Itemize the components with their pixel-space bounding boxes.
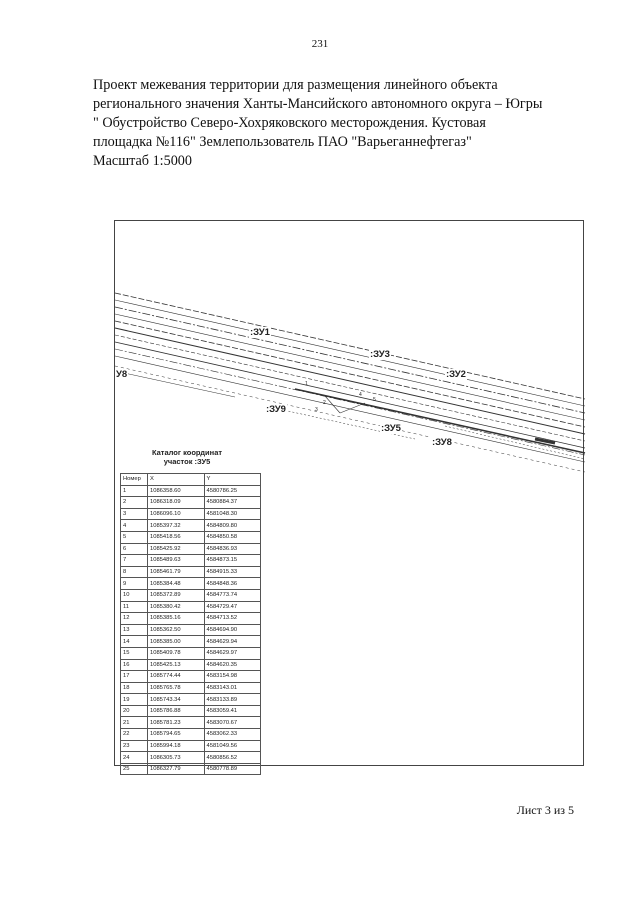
- point-number-cell: 6: [121, 543, 148, 555]
- point-number-cell: 20: [121, 705, 148, 717]
- point-number-cell: 15: [121, 647, 148, 659]
- catalog-title-line: Каталог координат: [151, 448, 223, 457]
- point-number-cell: 11: [121, 601, 148, 613]
- x-coordinate-cell: 1086358.60: [148, 485, 205, 497]
- table-row: [121, 624, 261, 636]
- table-row: [121, 613, 261, 625]
- column-header-y: Y: [204, 474, 261, 486]
- point-number-cell: 4: [121, 520, 148, 532]
- y-coordinate-cell: 4583059.41: [204, 705, 261, 717]
- x-coordinate-cell: 1086318.09: [148, 497, 205, 509]
- sheet-number: Лист 3 из 5: [516, 803, 574, 817]
- table-row: [121, 659, 261, 671]
- y-coordinate-cell: 4580856.52: [204, 752, 261, 764]
- parcel-label-zu5: :ЗУ5: [381, 423, 401, 434]
- point-number: 5: [373, 397, 376, 403]
- x-coordinate-cell: 1085765.78: [148, 682, 205, 694]
- x-coordinate-cell: 1085774.44: [148, 671, 205, 683]
- table-row: [121, 694, 261, 706]
- y-coordinate-cell: 4584629.94: [204, 636, 261, 648]
- x-coordinate-cell: 1085385.00: [148, 636, 205, 648]
- point-number-cell: 18: [121, 682, 148, 694]
- x-coordinate-cell: 1085384.48: [148, 578, 205, 590]
- parcel-label-zu8-edge: У8: [116, 369, 128, 380]
- y-coordinate-cell: 4584620.35: [204, 659, 261, 671]
- document-title: [93, 76, 563, 171]
- point-number-cell: 2: [121, 497, 148, 509]
- x-coordinate-cell: 1085425.92: [148, 543, 205, 555]
- x-coordinate-cell: 1085380.42: [148, 601, 205, 613]
- x-coordinate-cell: 1085794.65: [148, 729, 205, 741]
- title-line: регионального значения Ханты-Мансийского автономного округа – Югры: [93, 96, 543, 112]
- point-number-cell: 16: [121, 659, 148, 671]
- point-number-cell: 9: [121, 578, 148, 590]
- y-coordinate-cell: 4584629.97: [204, 647, 261, 659]
- survey-map: [114, 220, 584, 773]
- y-coordinate-cell: 4584694.90: [204, 624, 261, 636]
- table-row: [121, 717, 261, 729]
- x-coordinate-cell: 1086327.79: [148, 763, 205, 775]
- table-row: [121, 763, 261, 775]
- y-coordinate-cell: 4583154.98: [204, 671, 261, 683]
- table-row: [121, 705, 261, 717]
- y-coordinate-cell: 4584773.74: [204, 589, 261, 601]
- point-number-cell: 1: [121, 485, 148, 497]
- point-number-cell: 19: [121, 694, 148, 706]
- catalog-parcel-name: участок :ЗУ5: [163, 457, 211, 466]
- y-coordinate-cell: 4580778.89: [204, 763, 261, 775]
- table-row: [121, 752, 261, 764]
- y-coordinate-cell: 4583062.33: [204, 729, 261, 741]
- x-coordinate-cell: 1085461.79: [148, 566, 205, 578]
- table-row: [121, 740, 261, 752]
- parcel-label-zu9: :ЗУ9: [266, 404, 286, 415]
- point-number-cell: 23: [121, 740, 148, 752]
- table-row: [121, 578, 261, 590]
- x-coordinate-cell: 1085362.50: [148, 624, 205, 636]
- y-coordinate-cell: 4583133.89: [204, 694, 261, 706]
- y-coordinate-cell: 4584713.52: [204, 613, 261, 625]
- point-number-cell: 25: [121, 763, 148, 775]
- point-number-cell: 7: [121, 555, 148, 567]
- x-coordinate-cell: 1085397.32: [148, 520, 205, 532]
- y-coordinate-cell: 4583070.67: [204, 717, 261, 729]
- y-coordinate-cell: 4584915.33: [204, 566, 261, 578]
- y-coordinate-cell: 4581048.30: [204, 508, 261, 520]
- table-row: [121, 555, 261, 567]
- parcel-label-zu2: :ЗУ2: [446, 369, 466, 380]
- map-scale: Масштаб 1:5000: [93, 153, 192, 169]
- table-row: [121, 520, 261, 532]
- title-line: площадка №116" Землепользователь ПАО "Варьеганнефтегаз": [93, 134, 472, 150]
- column-header-x: X: [148, 474, 205, 486]
- y-coordinate-cell: 4584809.80: [204, 520, 261, 532]
- point-number: 3: [315, 407, 318, 413]
- y-coordinate-cell: 4581049.56: [204, 740, 261, 752]
- x-coordinate-cell: 1085489.63: [148, 555, 205, 567]
- point-number-cell: 12: [121, 613, 148, 625]
- table-row: [121, 497, 261, 509]
- title-line: Проект межевания территории для размещения линейного объекта: [93, 77, 498, 93]
- x-coordinate-cell: 1085409.78: [148, 647, 205, 659]
- x-coordinate-cell: 1085786.88: [148, 705, 205, 717]
- x-coordinate-cell: 1085385.16: [148, 613, 205, 625]
- y-coordinate-cell: 4583143.01: [204, 682, 261, 694]
- table-row: [121, 485, 261, 497]
- x-coordinate-cell: 1085994.18: [148, 740, 205, 752]
- pipeline-corridor-lines: [115, 293, 585, 472]
- y-coordinate-cell: 4584873.15: [204, 555, 261, 567]
- table-row: [121, 647, 261, 659]
- table-row: [121, 636, 261, 648]
- table-row: [121, 682, 261, 694]
- point-number-cell: 22: [121, 729, 148, 741]
- x-coordinate-cell: 1085372.89: [148, 589, 205, 601]
- parcel-label-zu8: :ЗУ8: [432, 437, 452, 448]
- table-row: [121, 543, 261, 555]
- point-number-cell: 24: [121, 752, 148, 764]
- point-number: 4: [359, 392, 362, 398]
- x-coordinate-cell: 1085418.56: [148, 531, 205, 543]
- point-number: 1: [305, 381, 308, 387]
- x-coordinate-cell: 1086305.73: [148, 752, 205, 764]
- point-number-cell: 8: [121, 566, 148, 578]
- table-header-row: [121, 474, 261, 486]
- table-row: [121, 589, 261, 601]
- x-coordinate-cell: 1085781.23: [148, 717, 205, 729]
- x-coordinate-cell: 1085425.13: [148, 659, 205, 671]
- point-number-cell: 17: [121, 671, 148, 683]
- y-coordinate-cell: 4580786.25: [204, 485, 261, 497]
- catalog-body: [121, 485, 261, 775]
- table-row: [121, 531, 261, 543]
- y-coordinate-cell: 4584836.93: [204, 543, 261, 555]
- page-number: 231: [311, 38, 329, 50]
- y-coordinate-cell: 4584850.58: [204, 531, 261, 543]
- table-row: [121, 508, 261, 520]
- point-number-cell: 5: [121, 531, 148, 543]
- coordinate-catalog-table: [120, 473, 261, 775]
- x-coordinate-cell: 1085743.34: [148, 694, 205, 706]
- table-row: [121, 671, 261, 683]
- parcel-label-zu3: :ЗУ3: [370, 349, 390, 360]
- table-row: [121, 729, 261, 741]
- table-row: [121, 566, 261, 578]
- title-line: " Обустройство Северо-Хохряковского месторождения. Кустовая: [93, 115, 486, 131]
- y-coordinate-cell: 4584729.47: [204, 601, 261, 613]
- parcel-label-zu1: :ЗУ1: [250, 327, 270, 338]
- x-coordinate-cell: 1086096.10: [148, 508, 205, 520]
- column-header-number: Номер: [121, 474, 148, 486]
- point-number-cell: 14: [121, 636, 148, 648]
- point-number-cell: 13: [121, 624, 148, 636]
- y-coordinate-cell: 4580884.37: [204, 497, 261, 509]
- y-coordinate-cell: 4584848.36: [204, 578, 261, 590]
- table-row: [121, 601, 261, 613]
- point-number: 2: [323, 400, 326, 406]
- point-number-cell: 21: [121, 717, 148, 729]
- coordinate-catalog-title: [127, 448, 247, 466]
- point-number-cell: 3: [121, 508, 148, 520]
- point-number-cell: 10: [121, 589, 148, 601]
